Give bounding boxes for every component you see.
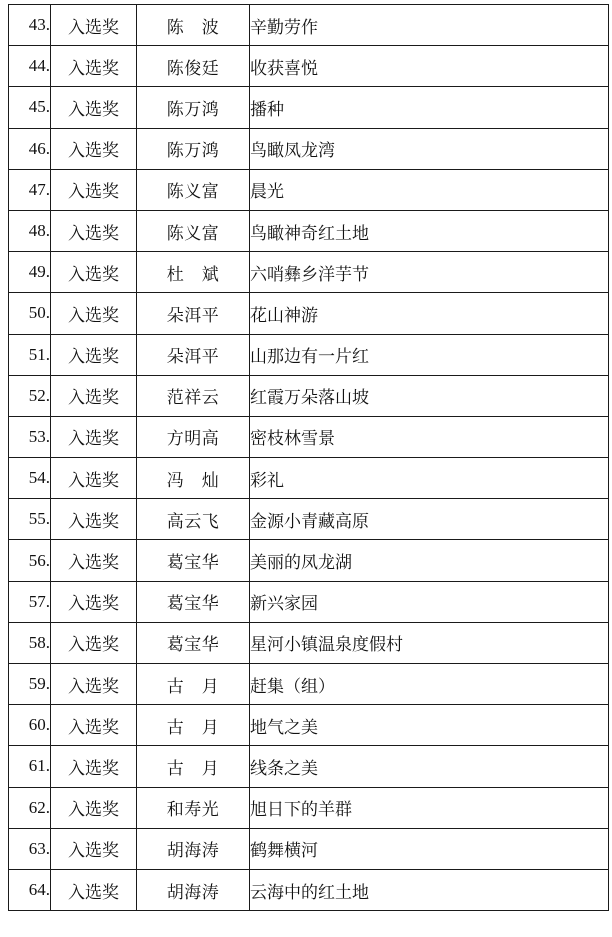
table-row — [9, 581, 609, 622]
award-level: 入选奖 — [51, 5, 137, 46]
row-number: 59. — [9, 664, 51, 705]
row-number: 50. — [9, 293, 51, 334]
work-title: 播种 — [250, 87, 609, 128]
row-number: 48. — [9, 210, 51, 251]
table-row — [9, 252, 609, 293]
award-level: 入选奖 — [51, 828, 137, 869]
award-level: 入选奖 — [51, 210, 137, 251]
row-number: 54. — [9, 458, 51, 499]
work-title: 花山神游 — [250, 293, 609, 334]
award-level: 入选奖 — [51, 334, 137, 375]
table-row — [9, 416, 609, 457]
row-number: 53. — [9, 416, 51, 457]
award-level: 入选奖 — [51, 581, 137, 622]
table-row — [9, 210, 609, 251]
table-row — [9, 334, 609, 375]
award-level: 入选奖 — [51, 293, 137, 334]
work-title: 辛勤劳作 — [250, 5, 609, 46]
work-title: 星河小镇温泉度假村 — [250, 622, 609, 663]
work-title: 鹤舞横河 — [250, 828, 609, 869]
table-row — [9, 128, 609, 169]
author-name: 范祥云 — [137, 375, 250, 416]
row-number: 64. — [9, 869, 51, 910]
work-title: 线条之美 — [250, 746, 609, 787]
table-row — [9, 746, 609, 787]
work-title: 赶集（组） — [250, 664, 609, 705]
award-level: 入选奖 — [51, 87, 137, 128]
table-row — [9, 46, 609, 87]
work-title: 新兴家园 — [250, 581, 609, 622]
row-number: 62. — [9, 787, 51, 828]
table-row — [9, 869, 609, 910]
work-title: 金源小青藏高原 — [250, 499, 609, 540]
row-number: 55. — [9, 499, 51, 540]
award-level: 入选奖 — [51, 622, 137, 663]
award-level: 入选奖 — [51, 416, 137, 457]
table-row — [9, 5, 609, 46]
award-level: 入选奖 — [51, 252, 137, 293]
author-name: 古 月 — [137, 705, 250, 746]
table-row — [9, 375, 609, 416]
table-row — [9, 664, 609, 705]
row-number: 52. — [9, 375, 51, 416]
author-name: 胡海涛 — [137, 828, 250, 869]
work-title: 云海中的红土地 — [250, 869, 609, 910]
author-name: 朵洱平 — [137, 334, 250, 375]
author-name: 和寿光 — [137, 787, 250, 828]
work-title: 美丽的凤龙湖 — [250, 540, 609, 581]
row-number: 47. — [9, 169, 51, 210]
work-title: 彩礼 — [250, 458, 609, 499]
row-number: 58. — [9, 622, 51, 663]
work-title: 山那边有一片红 — [250, 334, 609, 375]
work-title: 鸟瞰神奇红土地 — [250, 210, 609, 251]
author-name: 陈义富 — [137, 210, 250, 251]
author-name: 陈万鸿 — [137, 87, 250, 128]
table-row — [9, 169, 609, 210]
award-level: 入选奖 — [51, 375, 137, 416]
award-list-table — [8, 4, 609, 911]
table-row — [9, 87, 609, 128]
table-row — [9, 540, 609, 581]
work-title: 六哨彝乡洋芋节 — [250, 252, 609, 293]
author-name: 冯 灿 — [137, 458, 250, 499]
author-name: 陈 波 — [137, 5, 250, 46]
award-level: 入选奖 — [51, 705, 137, 746]
row-number: 56. — [9, 540, 51, 581]
table-row — [9, 705, 609, 746]
row-number: 49. — [9, 252, 51, 293]
work-title: 鸟瞰凤龙湾 — [250, 128, 609, 169]
award-level: 入选奖 — [51, 746, 137, 787]
award-level: 入选奖 — [51, 664, 137, 705]
award-level: 入选奖 — [51, 499, 137, 540]
award-level: 入选奖 — [51, 46, 137, 87]
author-name: 葛宝华 — [137, 622, 250, 663]
award-level: 入选奖 — [51, 540, 137, 581]
award-level: 入选奖 — [51, 458, 137, 499]
row-number: 57. — [9, 581, 51, 622]
author-name: 葛宝华 — [137, 581, 250, 622]
table-row — [9, 499, 609, 540]
author-name: 胡海涛 — [137, 869, 250, 910]
row-number: 43. — [9, 5, 51, 46]
work-title: 旭日下的羊群 — [250, 787, 609, 828]
row-number: 63. — [9, 828, 51, 869]
author-name: 高云飞 — [137, 499, 250, 540]
row-number: 61. — [9, 746, 51, 787]
award-level: 入选奖 — [51, 169, 137, 210]
table-row — [9, 787, 609, 828]
table-row — [9, 828, 609, 869]
author-name: 葛宝华 — [137, 540, 250, 581]
author-name: 陈万鸿 — [137, 128, 250, 169]
row-number: 51. — [9, 334, 51, 375]
award-level: 入选奖 — [51, 869, 137, 910]
author-name: 陈俊廷 — [137, 46, 250, 87]
row-number: 46. — [9, 128, 51, 169]
work-title: 地气之美 — [250, 705, 609, 746]
table-row — [9, 622, 609, 663]
author-name: 朵洱平 — [137, 293, 250, 334]
award-level: 入选奖 — [51, 128, 137, 169]
author-name: 方明高 — [137, 416, 250, 457]
author-name: 古 月 — [137, 664, 250, 705]
work-title: 晨光 — [250, 169, 609, 210]
work-title: 收获喜悦 — [250, 46, 609, 87]
row-number: 60. — [9, 705, 51, 746]
table-row — [9, 293, 609, 334]
award-level: 入选奖 — [51, 787, 137, 828]
table-row — [9, 458, 609, 499]
award-list-body — [9, 5, 609, 911]
row-number: 44. — [9, 46, 51, 87]
author-name: 古 月 — [137, 746, 250, 787]
work-title: 密枝林雪景 — [250, 416, 609, 457]
author-name: 陈义富 — [137, 169, 250, 210]
work-title: 红霞万朵落山坡 — [250, 375, 609, 416]
row-number: 45. — [9, 87, 51, 128]
author-name: 杜 斌 — [137, 252, 250, 293]
